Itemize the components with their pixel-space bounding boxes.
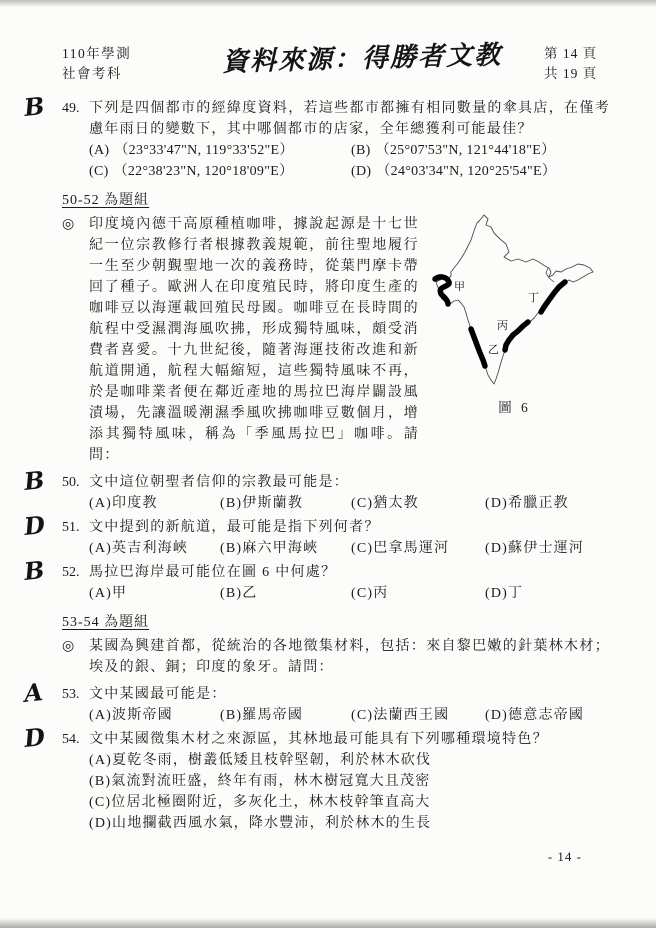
option-label: (C) — [351, 541, 374, 556]
handwritten-source-note: 資料來源：得勝者文教 — [221, 40, 503, 78]
question-number: 49. — [62, 101, 80, 116]
option-label: (C) — [89, 164, 109, 179]
exam-subject: 社會考科 — [62, 66, 122, 81]
question-number: 51. — [62, 520, 80, 535]
india-coastline-outline — [436, 215, 593, 384]
option-a — [89, 750, 610, 771]
question-stem: 下列是四個都市的經緯度資料，若這些都市都擁有相同數量的傘具店，在僅考慮年雨日的變數下，其中哪個都市的店家，全年總獲利可能最佳？ — [89, 101, 610, 137]
passage-marker: ◎ — [62, 217, 75, 232]
option-label: (B) — [220, 541, 243, 556]
question-54-stem-line — [62, 729, 610, 750]
map-label-ding: 丁 — [527, 292, 539, 304]
option-c — [351, 583, 485, 604]
handwritten-answer-mark-49: B — [22, 91, 46, 122]
footer-page-number: - 14 - — [547, 849, 582, 864]
option-text: 乙 — [242, 586, 258, 601]
page-indicator — [544, 44, 610, 84]
option-label: (A) — [89, 143, 110, 158]
option-label: (D) — [485, 496, 509, 511]
option-text: 猶太教 — [373, 496, 419, 511]
handwritten-answer-mark-51: D — [22, 509, 47, 542]
option-text: （23°33'47"N, 119°33'52"E） — [114, 143, 294, 158]
handwritten-answer-mark-54: D — [22, 721, 47, 754]
handwritten-answer-mark-53: A — [22, 677, 45, 708]
option-a — [89, 493, 220, 514]
question-number: 54. — [62, 732, 80, 747]
exam-title: 110年學測 — [62, 46, 132, 61]
option-label: (C) — [351, 708, 374, 723]
question-52-options — [62, 583, 610, 604]
question-50-stem-line — [62, 472, 610, 493]
option-c — [351, 538, 485, 559]
option-c — [351, 705, 485, 726]
figure-6 — [419, 214, 610, 466]
option-text: 希臘正教 — [508, 496, 569, 511]
option-d — [485, 538, 610, 559]
question-53-options — [62, 705, 610, 726]
option-d — [351, 161, 610, 182]
question-number: 52. — [62, 565, 80, 580]
map-label-yi: 乙 — [487, 344, 499, 356]
passage-block-53-54 — [62, 636, 610, 678]
option-label: (A) — [89, 586, 113, 601]
option-a — [89, 140, 351, 161]
option-text: 甲 — [112, 586, 128, 601]
figure-6-india-map — [427, 206, 603, 396]
page-current: 第 14 頁 — [544, 46, 598, 61]
option-d — [89, 813, 610, 834]
option-label: (B) — [220, 496, 243, 511]
question-54 — [22, 721, 610, 834]
option-label: (D) — [485, 586, 509, 601]
option-text: 法蘭西王國 — [373, 708, 450, 723]
option-label: (A) — [89, 496, 113, 511]
option-text: （24°03'34"N, 120°25'54"E） — [376, 164, 557, 179]
option-label: (A) — [89, 708, 113, 723]
option-text: 波斯帝國 — [112, 708, 173, 723]
option-a — [89, 583, 220, 604]
option-b — [220, 583, 351, 604]
option-text: 夏乾冬雨，樹叢低矮且枝幹堅韌，利於林木砍伐 — [112, 753, 432, 768]
group-heading-53-54: 53-54 為題組 — [62, 615, 150, 630]
handwritten-answer-mark-50: B — [22, 465, 46, 496]
question-51-options — [62, 538, 610, 559]
handwritten-answer-mark-52: B — [22, 555, 46, 586]
question-49-stem-line — [62, 98, 610, 140]
exam-info — [62, 44, 180, 84]
question-50-options — [62, 493, 610, 514]
option-text: 巴拿馬運河 — [373, 541, 450, 556]
question-number: 53. — [62, 687, 80, 702]
option-c — [89, 161, 351, 182]
option-text: 丙 — [373, 586, 389, 601]
option-text: 羅馬帝國 — [242, 708, 304, 723]
option-text: 氣流對流旺盛，終年有雨，林木樹冠寬大且茂密 — [111, 774, 431, 789]
page-total: 共 19 頁 — [544, 66, 598, 81]
question-50 — [22, 465, 610, 514]
option-label: (D) — [89, 816, 113, 831]
question-53-stem-line — [62, 684, 610, 705]
coast-segment-yi — [471, 329, 485, 366]
question-52 — [22, 555, 610, 604]
map-label-jia: 甲 — [453, 281, 465, 293]
option-label: (B) — [220, 586, 243, 601]
question-51-stem-line — [62, 517, 610, 538]
question-52-stem-line — [62, 562, 610, 583]
option-label: (C) — [351, 586, 374, 601]
question-number: 50. — [62, 475, 80, 490]
option-d — [485, 493, 610, 514]
passage-text-50-52: 印度境內德干高原種植咖啡，據說起源是十七世紀一位宗教修行者根據教義規範，前往聖地履行一生至少朝覲聖地一次的義務時，從葉門摩卡帶回了種子。歐洲人在印度殖民時，將印度生產的咖啡豆以海運載回殖民母國。咖啡豆在長時間的航程中受濕潤海風吹拂，形成獨特風味，頗受消費者喜愛。十九世紀後，隨著海運技術改進和新航道開通，航程大幅縮短，這些獨特風味不再，於是咖啡業者便在鄰近產地的馬拉巴海岸闢設風漬場，先讓溫暖潮濕季風吹拂咖啡豆數個月，增添其獨特風味，稱為「季風馬拉巴」咖啡。請問： — [89, 217, 419, 463]
option-d — [485, 705, 610, 726]
option-b — [351, 140, 610, 161]
page-header — [62, 40, 610, 84]
option-label: (C) — [351, 496, 374, 511]
option-label: (B) — [351, 143, 371, 158]
question-stem: 馬拉巴海岸最可能位在圖 6 中何處？ — [89, 565, 337, 580]
option-label: (B) — [220, 708, 243, 723]
question-stem: 文中這位朝聖者信仰的宗教最可能是： — [89, 475, 350, 490]
option-label: (C) — [89, 795, 112, 810]
option-text: 英吉利海峽 — [112, 541, 189, 556]
option-label: (D) — [485, 708, 509, 723]
option-text: 伊斯蘭教 — [242, 496, 304, 511]
option-c — [351, 493, 485, 514]
figure-caption: 圖 6 — [498, 400, 531, 415]
question-51 — [22, 509, 610, 559]
option-label: (A) — [89, 753, 113, 768]
option-b — [220, 538, 351, 559]
passage-marker: ◎ — [62, 639, 75, 654]
question-49-options — [62, 140, 610, 182]
option-a — [89, 538, 220, 559]
option-text: 麻六甲海峽 — [242, 541, 319, 556]
question-stem: 文中某國最可能是： — [89, 687, 227, 702]
option-d — [485, 583, 610, 604]
option-text: 山地攔截西風水氣，降水豐沛，利於林木的生長 — [112, 816, 432, 831]
question-stem: 文中某國徵集木材之來源區，其林地最可能具有下列哪種環境特色？ — [89, 732, 548, 747]
option-c — [89, 792, 610, 813]
option-label: (D) — [351, 164, 372, 179]
option-text: 印度教 — [112, 496, 158, 511]
option-label: (D) — [485, 541, 509, 556]
question-49 — [22, 91, 610, 182]
option-b — [220, 705, 351, 726]
coast-segment-ding — [541, 282, 565, 312]
option-text: 蘇伊士運河 — [508, 541, 585, 556]
coast-segment-bing — [505, 322, 528, 350]
option-text: （22°38'23"N, 120°18'09"E） — [113, 164, 294, 179]
option-text: 德意志帝國 — [508, 708, 585, 723]
option-text: （25°07'53"N, 121°44'18"E） — [375, 143, 556, 158]
option-b — [220, 493, 351, 514]
question-53 — [22, 677, 610, 726]
group-heading-50-52: 50-52 為題組 — [62, 193, 150, 208]
passage-block-50-52 — [62, 214, 610, 466]
option-text: 位居北極圈附近，多灰化土，林木枝幹筆直高大 — [111, 795, 431, 810]
passage-text-53-54: 某國為興建首都，從統治的各地徵集材料，包括：來自黎巴嫩的針葉林木材；埃及的銀、銅；印度的象牙。請問： — [89, 639, 610, 675]
question-stem: 文中提到的新航道，最可能是指下列何者？ — [89, 520, 380, 535]
option-a — [89, 705, 220, 726]
map-label-bing: 丙 — [496, 320, 508, 332]
option-label: (A) — [89, 541, 113, 556]
question-54-options — [62, 750, 610, 834]
option-b — [89, 771, 610, 792]
option-label: (B) — [89, 774, 112, 789]
option-text: 丁 — [508, 586, 524, 601]
